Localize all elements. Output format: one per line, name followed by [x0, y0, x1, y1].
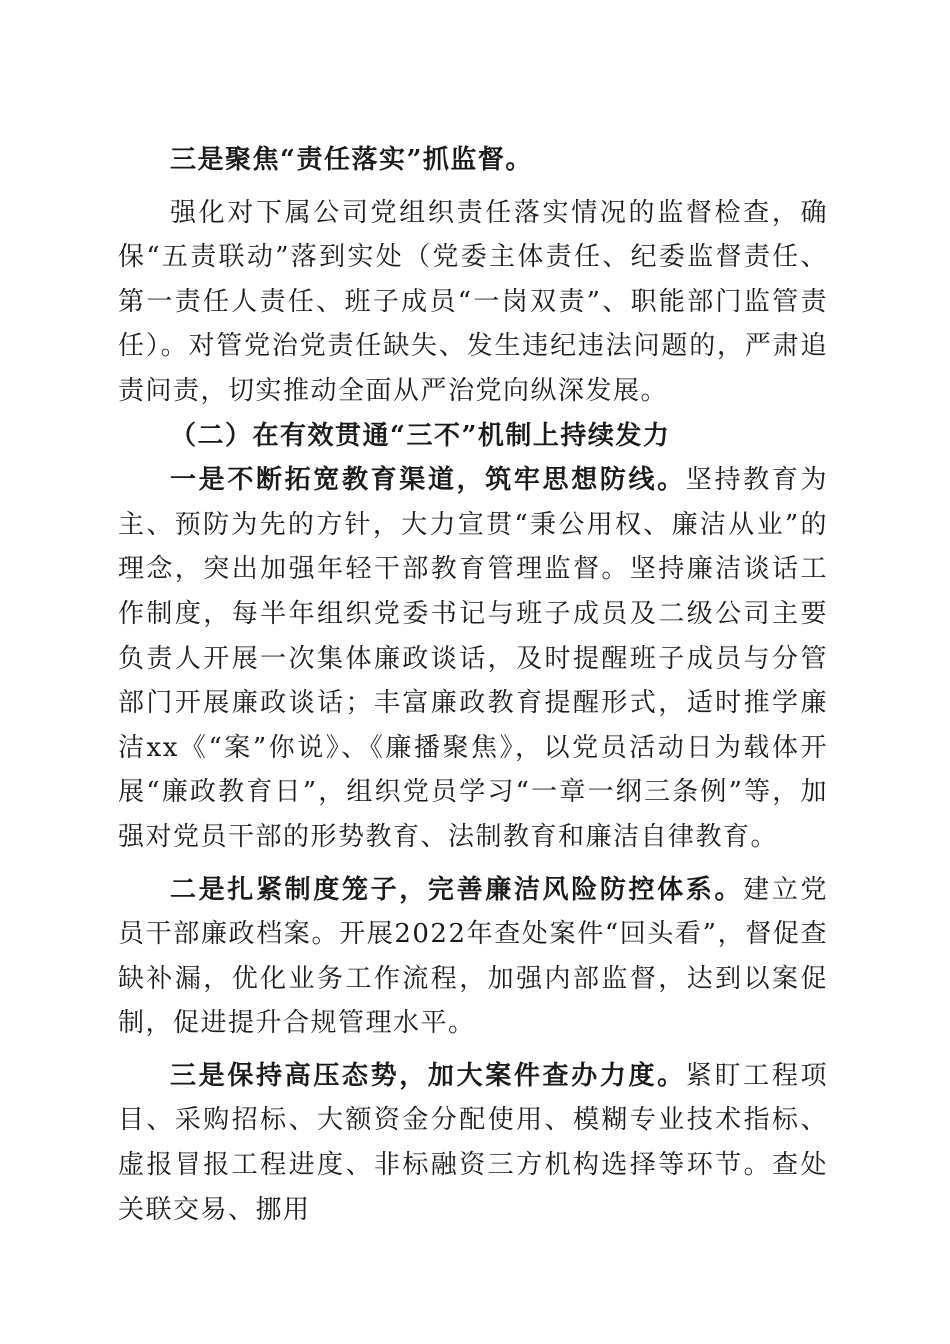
- paragraph-body-text: 坚持教育为主、预防为先的方针，大力宣贯“秉公用权、廉洁从业”的理念，突出加强年轻干部教育管理监督。坚持廉洁谈话工作制度，每半年组织党委书记与班子成员及二级公司主要负责人开展一次集体廉政谈话，及时提醒班子成员与分管部门开展廉政谈话；丰富廉政教育提醒形式，适时推学廉洁xx《“案”你说》、《廉播聚焦》，以党员活动日为载体开展“廉政教育日”，组织党员学习“一章一纲三条例”等，加强对党员干部的形势教育、法制教育和廉洁自律教育。: [118, 465, 828, 852]
- paragraph-system: [118, 868, 828, 1046]
- paragraph-lead-text: 三是保持高压态势，加大案件查办力度。: [170, 1060, 686, 1091]
- paragraph-body-text: 紧盯工程项目、采购招标、大额资金分配使用、模糊专业技术指标、虚报冒报工程进度、非标融资三方机构选择等环节。查处关联交易、挪用: [118, 1060, 828, 1225]
- paragraph-body-text: 强化对下属公司党组织责任落实情况的监督检查，确保“五责联动”落到实处（党委主体责任、纪委监督责任、第一责任人责任、班子成员“一岗双责”、职能部门监管责任）。对管党治党责任缺失、发生违纪违法问题的，严肃追责问责，切实推动全面从严治党向纵深发展。: [118, 197, 828, 406]
- paragraph-lead-text: 二是扎紧制度笼子，完善廉洁风险防控体系。: [170, 874, 744, 905]
- paragraph-body-text: 建立党员干部廉政档案。开展2022年查处案件“回头看”，督促查缺补漏，优化业务工作流程，加强内部监督，达到以案促制，促进提升合规管理水平。: [118, 874, 828, 1039]
- paragraph-responsibility-body: [118, 191, 828, 414]
- paragraph-lead-text: 一是不断拓宽教育渠道，筑牢思想防线。: [170, 465, 686, 496]
- paragraph-responsibility-lead: [118, 138, 828, 183]
- document-body: [118, 138, 828, 1232]
- paragraph-education: [118, 458, 828, 859]
- paragraph-pressure: [118, 1054, 828, 1232]
- paragraph-lead-text: 三是聚焦“责任落实”抓监督。: [170, 145, 533, 175]
- section-heading: （二）在有效贯通“三不”机制上持续发力: [170, 420, 671, 451]
